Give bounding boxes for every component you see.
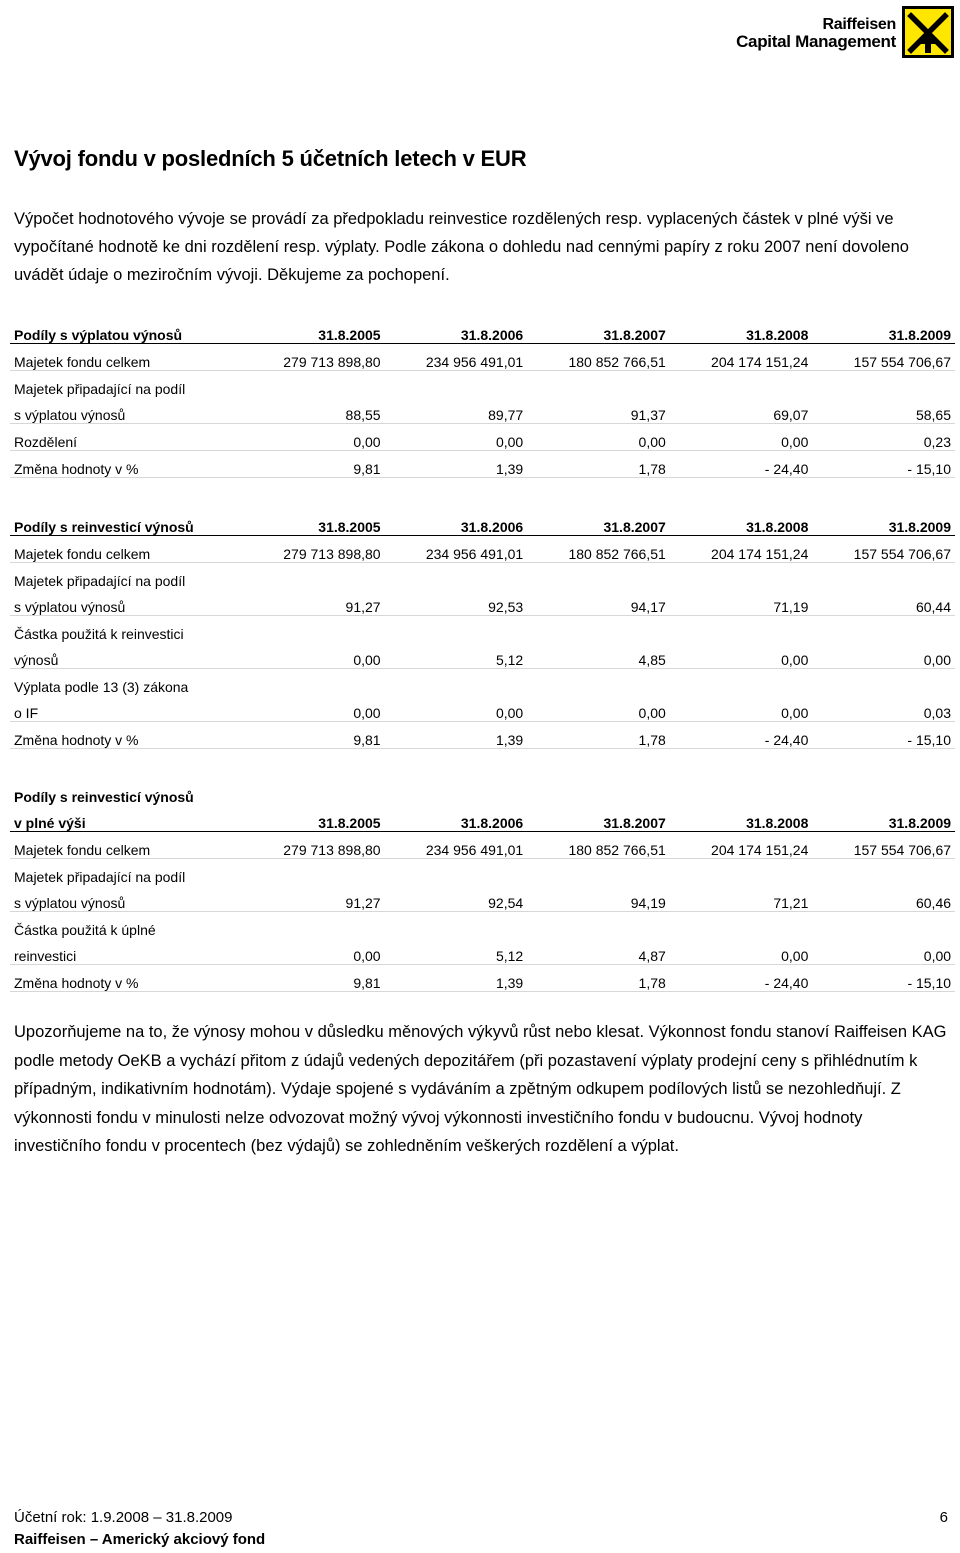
table-row <box>10 722 955 749</box>
date-header: 31.8.2008 <box>670 317 813 344</box>
cell-value: 94,17 <box>527 589 670 616</box>
cell-value: 234 956 491,01 <box>385 832 528 859</box>
page-title: Vývoj fondu v posledních 5 účetních letech v EUR <box>14 146 527 171</box>
cell-value: 180 852 766,51 <box>527 536 670 563</box>
cell-value: 0,23 <box>812 424 955 451</box>
intro-paragraph: Výpočet hodnotového vývoje se provádí za předpokladu reinvestice rozdělených resp. vyplacených částek v plné výši ve vypočítané hodnotě ke dni rozdělení resp. výplaty. Podle zákona o dohledu nad cennými papíry z roku 2007 není dovoleno uvádět údaje o meziročním vývoji. Děkujeme za pochopení. <box>14 210 909 284</box>
cell-value: 204 174 151,24 <box>670 832 813 859</box>
table-row-label-top <box>10 669 955 696</box>
cell-value: 1,39 <box>385 965 528 992</box>
row-label-top: Výplata podle 13 (3) zákona <box>14 679 189 695</box>
table-full-reinvest-shares <box>10 779 955 992</box>
cell-value: 0,00 <box>670 424 813 451</box>
row-label-top: Majetek připadající na podíl <box>14 869 186 885</box>
table-row <box>10 397 955 424</box>
date-header: 31.8.2009 <box>812 509 955 536</box>
cell-value: 0,00 <box>670 695 813 722</box>
table-row <box>10 938 955 965</box>
page-footer <box>14 1507 954 1551</box>
row-label: s výplatou výnosů <box>10 397 242 424</box>
date-header: 31.8.2007 <box>527 317 670 344</box>
cell-value: 279 713 898,80 <box>242 536 385 563</box>
cell-value: 91,37 <box>527 397 670 424</box>
cell-value: 0,00 <box>812 642 955 669</box>
table-row <box>10 965 955 992</box>
cell-value: - 24,40 <box>670 965 813 992</box>
disclaimer-paragraph: Upozorňujeme na to, že výnosy mohou v důsledku měnových výkyvů růst nebo klesat. Výkonnost fondu stanoví Raiffeisen KAG podle metody OeKB a vychází přitom z údajů vedených depozitářem (při pozastavení výplaty prodejní ceny s přihlédnutím k případným, indikativním hodnotám). Výdaje spojené s vydáváním a zpětným odkupem podílových listů se nezohledňují. Z výkonnosti fondu v minulosti nelze odvozovat možný vývoj výkonnosti investičního fondu v budoucnu. Vývoj hodnoty investičního fondu v procentech (bez výdajů) se zohledněním veškerých rozdělení a výplat. <box>14 1023 947 1155</box>
cell-value: - 15,10 <box>812 965 955 992</box>
cell-value: 60,44 <box>812 589 955 616</box>
table-row-label-top <box>10 371 955 398</box>
cell-value: - 24,40 <box>670 722 813 749</box>
cell-value: 1,78 <box>527 722 670 749</box>
date-header: 31.8.2007 <box>527 509 670 536</box>
row-label: Změna hodnoty v % <box>10 965 242 992</box>
row-label: s výplatou výnosů <box>10 589 242 616</box>
row-label: Změna hodnoty v % <box>10 451 242 478</box>
logo-line-2: Capital Management <box>736 32 896 51</box>
cell-value: 0,00 <box>242 424 385 451</box>
cell-value: 0,00 <box>385 424 528 451</box>
table-header-row <box>10 805 955 832</box>
cell-value: 4,87 <box>527 938 670 965</box>
cell-value: 279 713 898,80 <box>242 832 385 859</box>
cell-value: 180 852 766,51 <box>527 832 670 859</box>
date-header: 31.8.2009 <box>812 317 955 344</box>
cell-value: 157 554 706,67 <box>812 344 955 371</box>
table-row-label-top <box>10 616 955 643</box>
row-label: Majetek fondu celkem <box>10 832 242 859</box>
row-label-top: Majetek připadající na podíl <box>14 381 186 397</box>
table-row-label-top <box>10 563 955 590</box>
cell-value: 5,12 <box>385 938 528 965</box>
table-row <box>10 451 955 478</box>
date-header: 31.8.2006 <box>385 509 528 536</box>
cell-value: 234 956 491,01 <box>385 536 528 563</box>
raiffeisen-logo <box>702 6 954 58</box>
cell-value: 0,03 <box>812 695 955 722</box>
cell-value: 0,00 <box>812 938 955 965</box>
cell-value: 204 174 151,24 <box>670 536 813 563</box>
logo-text <box>736 16 896 50</box>
row-label: Rozdělení <box>10 424 242 451</box>
table-header-row <box>10 317 955 344</box>
table-header-label: v plné výši <box>10 805 242 832</box>
table-header-label-top: Podíly s reinvesticí výnosů <box>14 789 194 805</box>
accounting-period: Účetní rok: 1.9.2008 – 31.8.2009 <box>14 1509 233 1526</box>
table-payout-shares <box>10 317 955 478</box>
cell-value: 9,81 <box>242 722 385 749</box>
table-reinvest-shares <box>10 509 955 749</box>
logo-line-1: Raiffeisen <box>822 16 896 33</box>
cell-value: 91,27 <box>242 885 385 912</box>
cell-value: 58,65 <box>812 397 955 424</box>
table-header-row-top <box>10 779 955 805</box>
table-header-label: Podíly s výplatou výnosů <box>10 317 242 344</box>
cell-value: 60,46 <box>812 885 955 912</box>
cell-value: 1,39 <box>385 722 528 749</box>
raiffeisen-gable-cross-icon <box>902 6 954 58</box>
cell-value: 92,54 <box>385 885 528 912</box>
cell-value: 94,19 <box>527 885 670 912</box>
cell-value: 157 554 706,67 <box>812 832 955 859</box>
fund-name: Raiffeisen – Americký akciový fond <box>14 1531 266 1548</box>
table-header-label: Podíly s reinvesticí výnosů <box>10 509 242 536</box>
cell-value: 0,00 <box>242 695 385 722</box>
cell-value: 180 852 766,51 <box>527 344 670 371</box>
row-label-top: Částka použitá k úplné <box>14 922 156 938</box>
cell-value: 9,81 <box>242 451 385 478</box>
date-header: 31.8.2005 <box>242 509 385 536</box>
cell-value: 5,12 <box>385 642 528 669</box>
cell-value: 0,00 <box>527 424 670 451</box>
row-label: o IF <box>10 695 242 722</box>
cell-value: 204 174 151,24 <box>670 344 813 371</box>
cell-value: 1,78 <box>527 965 670 992</box>
date-header: 31.8.2008 <box>670 805 813 832</box>
cell-value: 0,00 <box>385 695 528 722</box>
cell-value: - 24,40 <box>670 451 813 478</box>
table-row <box>10 642 955 669</box>
cell-value: 1,78 <box>527 451 670 478</box>
cell-value: 9,81 <box>242 965 385 992</box>
cell-value: 0,00 <box>670 642 813 669</box>
cell-value: 4,85 <box>527 642 670 669</box>
cell-value: - 15,10 <box>812 722 955 749</box>
date-header: 31.8.2007 <box>527 805 670 832</box>
table-row <box>10 536 955 563</box>
cell-value: 71,21 <box>670 885 813 912</box>
cell-value: 0,00 <box>242 938 385 965</box>
row-label-top: Majetek připadající na podíl <box>14 573 186 589</box>
cell-value: 0,00 <box>670 938 813 965</box>
cell-value: 92,53 <box>385 589 528 616</box>
table-row <box>10 589 955 616</box>
row-label: Změna hodnoty v % <box>10 722 242 749</box>
cell-value: 279 713 898,80 <box>242 344 385 371</box>
row-label: Majetek fondu celkem <box>10 344 242 371</box>
date-header: 31.8.2006 <box>385 317 528 344</box>
table-row-label-top <box>10 912 955 939</box>
row-label: výnosů <box>10 642 242 669</box>
cell-value: 88,55 <box>242 397 385 424</box>
table-row <box>10 832 955 859</box>
date-header: 31.8.2006 <box>385 805 528 832</box>
table-row <box>10 885 955 912</box>
table-row <box>10 344 955 371</box>
row-label: Majetek fondu celkem <box>10 536 242 563</box>
cell-value: 69,07 <box>670 397 813 424</box>
cell-value: 0,00 <box>527 695 670 722</box>
cell-value: 89,77 <box>385 397 528 424</box>
cell-value: 71,19 <box>670 589 813 616</box>
row-label-top: Částka použitá k reinvestici <box>14 626 184 642</box>
date-header: 31.8.2008 <box>670 509 813 536</box>
date-header: 31.8.2009 <box>812 805 955 832</box>
page-number: 6 <box>939 1509 948 1526</box>
date-header: 31.8.2005 <box>242 317 385 344</box>
row-label: reinvestici <box>10 938 242 965</box>
table-row <box>10 695 955 722</box>
cell-value: 91,27 <box>242 589 385 616</box>
table-row-label-top <box>10 859 955 886</box>
cell-value: 157 554 706,67 <box>812 536 955 563</box>
cell-value: 0,00 <box>242 642 385 669</box>
cell-value: 234 956 491,01 <box>385 344 528 371</box>
cell-value: - 15,10 <box>812 451 955 478</box>
date-header: 31.8.2005 <box>242 805 385 832</box>
table-header-row <box>10 509 955 536</box>
table-row <box>10 424 955 451</box>
cell-value: 1,39 <box>385 451 528 478</box>
row-label: s výplatou výnosů <box>10 885 242 912</box>
